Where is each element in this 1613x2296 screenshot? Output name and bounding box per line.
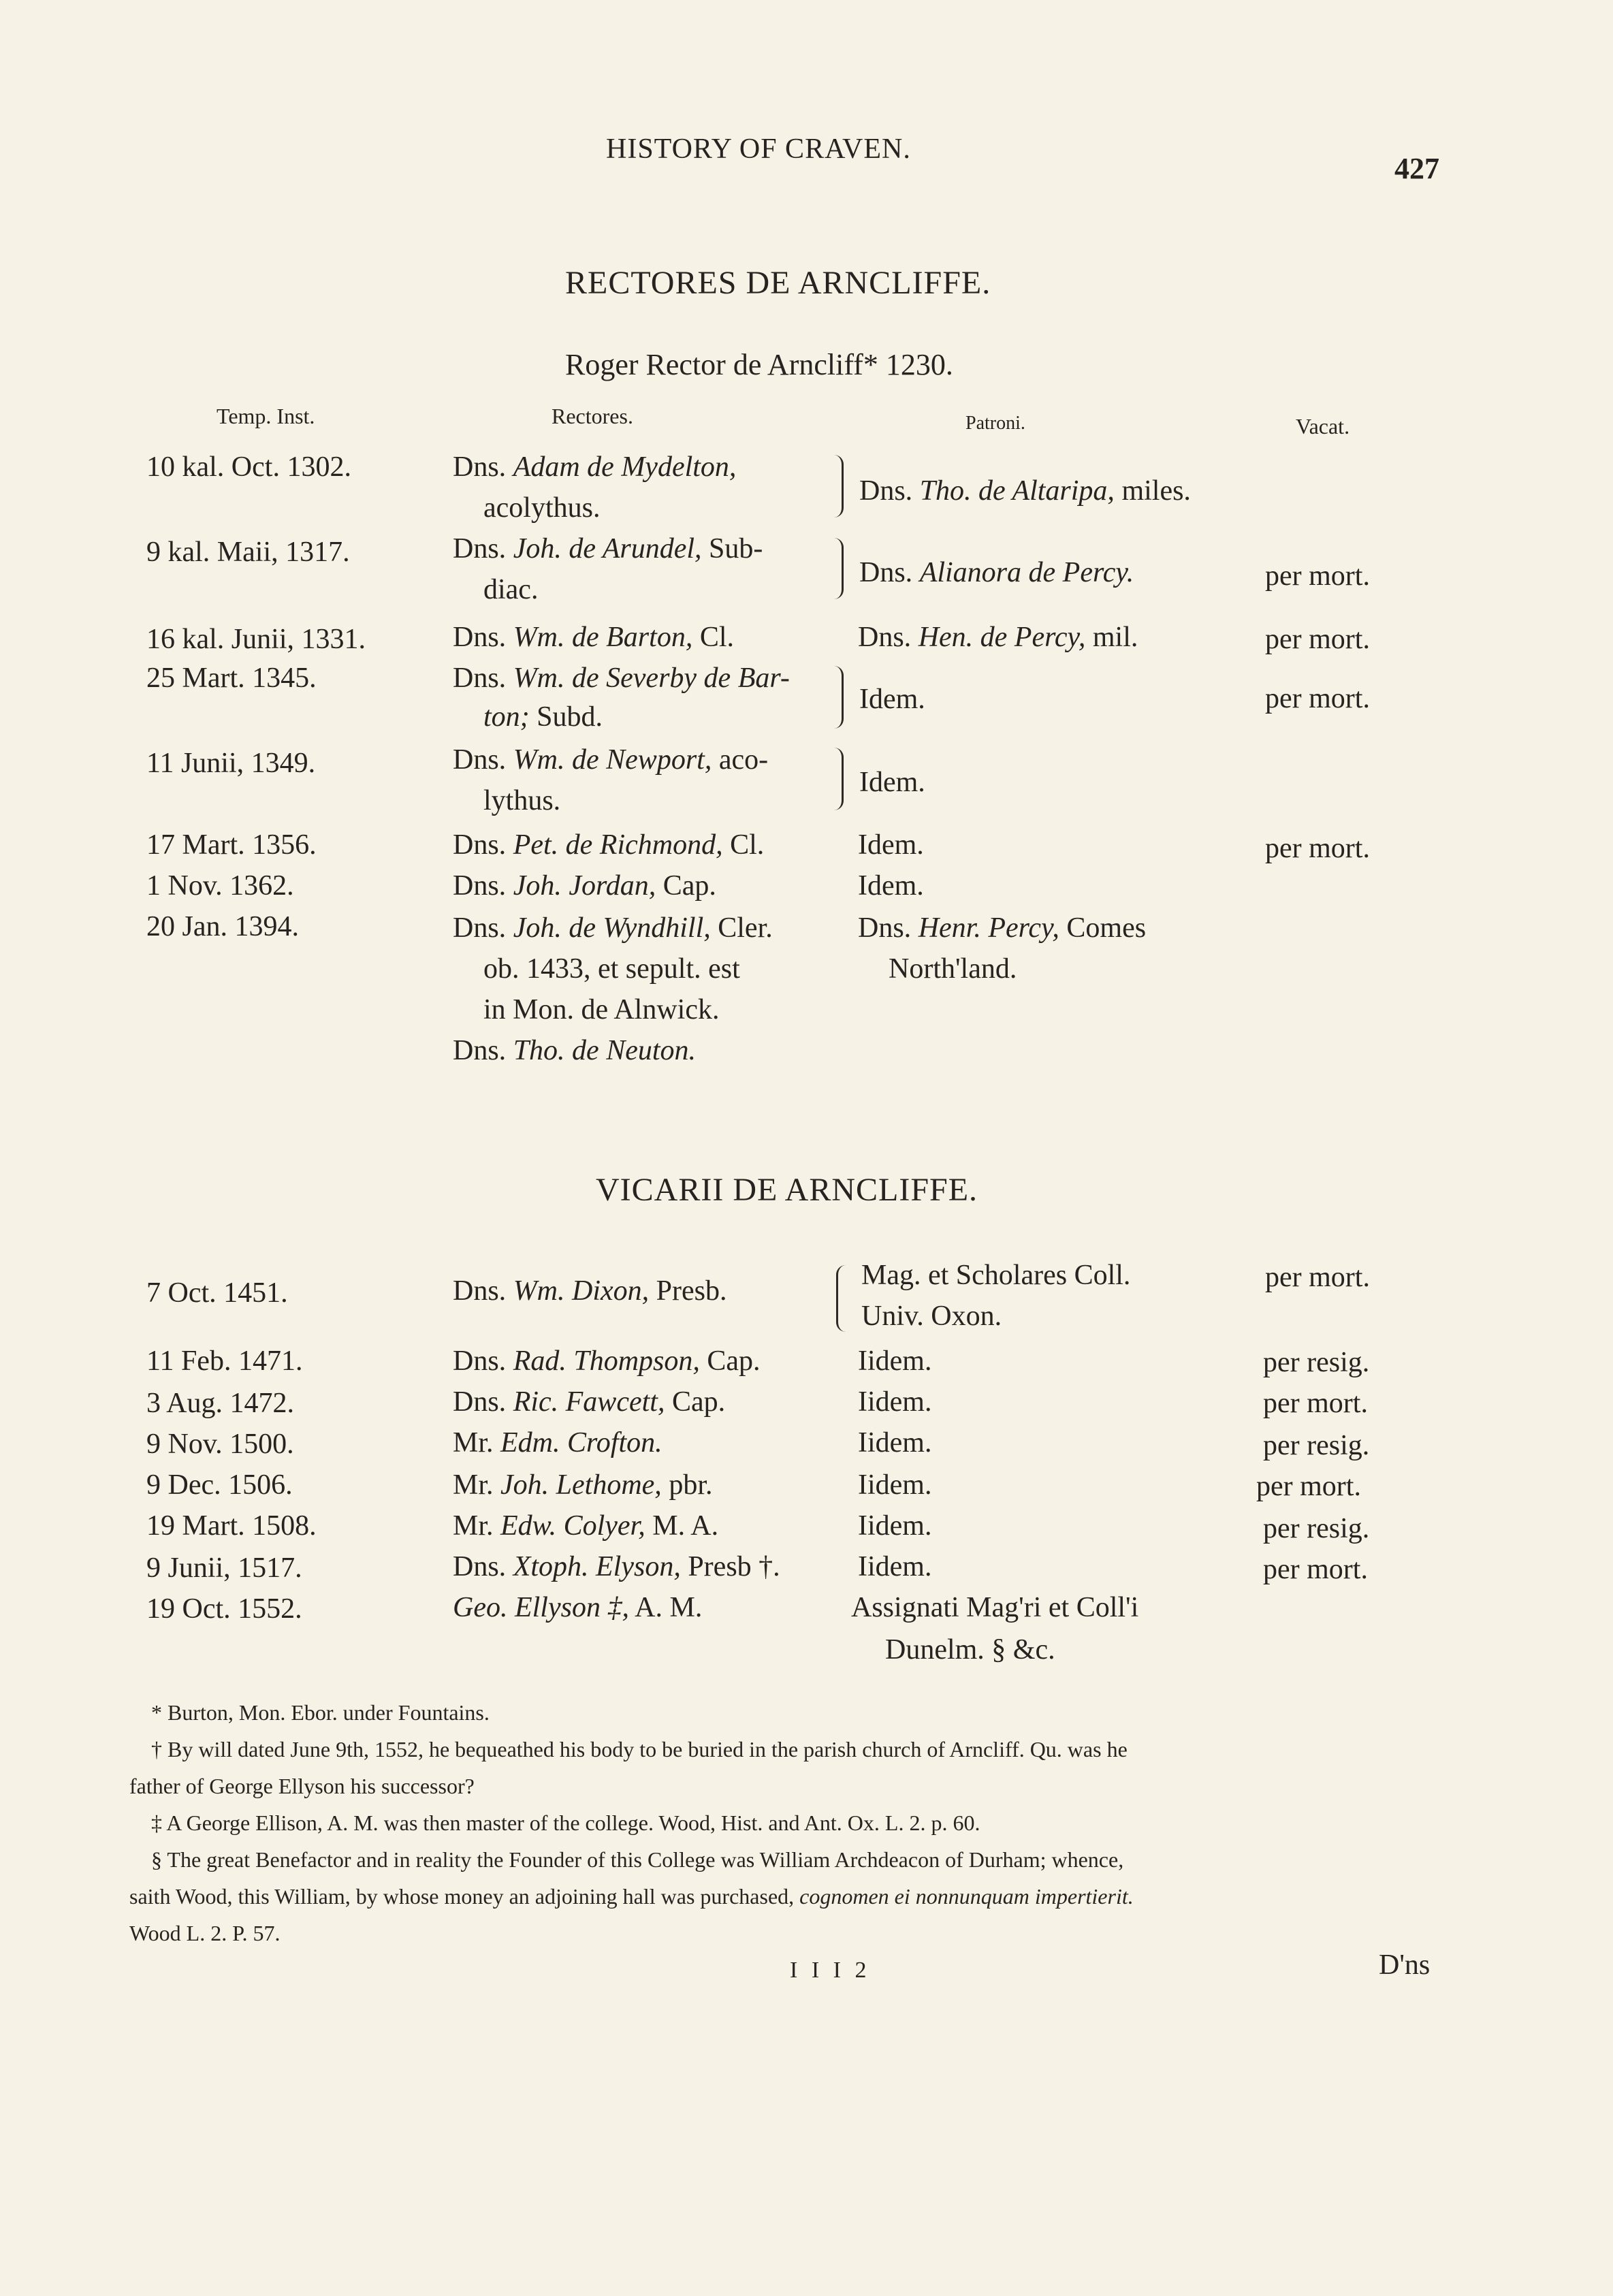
rector-row-9-rector: Dns. Tho. de Neuton.: [453, 1035, 697, 1066]
col-header-patron: Patroni.: [965, 413, 1025, 434]
vicar-row-6-vacat: per resig.: [1263, 1513, 1370, 1544]
rector-row-1-patron: Dns. Tho. de Altaripa, miles.: [859, 475, 1191, 507]
rector-row-2-patron: Dns. Alianora de Percy.: [859, 557, 1134, 588]
rector-row-5-rector-line2: lythus.: [483, 785, 561, 816]
vicar-row-2-date: 11 Feb. 1471.: [146, 1345, 303, 1377]
vicar-row-2-vicar: Dns. Rad. Thompson, Cap.: [453, 1345, 761, 1377]
vicar-row-1-date: 7 Oct. 1451.: [146, 1277, 288, 1309]
footnote-2: † By will dated June 9th, 1552, he bequeathed his body to be buried in the parish church of Arncliff. Qu. was he: [151, 1737, 1128, 1761]
vicar-row-8-vicar: Geo. Ellyson ‡, A. M.: [453, 1592, 703, 1623]
rector-row-4-rector: Dns. Wm. de Severby de Bar-: [453, 663, 790, 694]
rector-row-8-rector: Dns. Joh. de Wyndhill, Cler.: [453, 912, 773, 944]
page-number: 427: [1394, 152, 1439, 185]
footnote-2-cont: father of George Ellyson his successor?: [129, 1774, 475, 1798]
rector-row-2-date: 9 kal. Maii, 1317.: [146, 537, 350, 568]
col-header-date: Temp. Inst.: [217, 404, 315, 428]
vicar-row-5-date: 9 Dec. 1506.: [146, 1469, 293, 1501]
rector-row-5-patron: Idem.: [859, 767, 925, 798]
brace: [836, 1265, 856, 1332]
rector-row-6-vacat: per mort.: [1265, 833, 1370, 864]
vicar-row-6-date: 19 Mart. 1508.: [146, 1510, 317, 1542]
rector-row-4-rector-line2: ton; Subd.: [483, 701, 603, 733]
rector-row-6-patron: Idem.: [858, 829, 924, 861]
vicar-row-2-patron: Iidem.: [858, 1345, 932, 1377]
col-header-rector: Rectores.: [552, 404, 633, 428]
vicar-row-1-patron-line2: Univ. Oxon.: [861, 1301, 1002, 1332]
footnote-1: * Burton, Mon. Ebor. under Fountains.: [151, 1700, 490, 1725]
rector-row-8-rector-line3: in Mon. de Alnwick.: [483, 994, 720, 1025]
vicar-row-2-vacat: per resig.: [1263, 1347, 1370, 1378]
vicar-row-5-vacat: per mort.: [1256, 1471, 1361, 1502]
footnote-3: ‡ A George Ellison, A. M. was then master of the college. Wood, Hist. and Ant. Ox. L. 2. p. 60.: [151, 1811, 980, 1835]
vicar-row-7-vicar: Dns. Xtoph. Elyson, Presb †.: [453, 1551, 780, 1582]
vicar-row-6-vicar: Mr. Edw. Colyer, M. A.: [453, 1510, 719, 1542]
vicar-row-1-vacat: per mort.: [1265, 1262, 1370, 1293]
vicar-row-3-vacat: per mort.: [1263, 1388, 1368, 1419]
rector-row-7-patron: Idem.: [858, 870, 924, 902]
vicar-row-1-patron: Mag. et Scholares Coll.: [861, 1260, 1131, 1291]
rector-row-2-rector: Dns. Joh. de Arundel, Sub-: [453, 533, 763, 564]
rector-row-8-date: 20 Jan. 1394.: [146, 911, 299, 942]
brace: [824, 455, 844, 517]
rector-row-4-patron: Idem.: [859, 684, 925, 715]
vicar-row-8-date: 19 Oct. 1552.: [146, 1593, 302, 1625]
footnote-4: § The great Benefactor and in reality the Founder of this College was William Archdeacon of Durham; whence,: [151, 1847, 1124, 1872]
vicar-row-5-patron: Iidem.: [858, 1469, 932, 1501]
rector-row-1-rector-line2: acolythus.: [483, 492, 601, 524]
rector-row-6-date: 17 Mart. 1356.: [146, 829, 317, 861]
vicar-row-4-date: 9 Nov. 1500.: [146, 1429, 294, 1460]
rector-row-3-vacat: per mort.: [1265, 624, 1370, 655]
brace: [824, 666, 844, 729]
footnote-4-cont: saith Wood, this William, by whose money an adjoining hall was purchased, cognomen ei nonnunquam impertierit.: [129, 1884, 1134, 1909]
rector-row-5-date: 11 Junii, 1349.: [146, 748, 316, 779]
rectores-subtitle: Roger Rector de Arncliff* 1230.: [565, 348, 953, 381]
rector-row-4-date: 25 Mart. 1345.: [146, 663, 317, 694]
brace: [824, 748, 844, 810]
catchword: D'ns: [1379, 1949, 1431, 1981]
rector-row-1-date: 10 kal. Oct. 1302.: [146, 451, 351, 483]
rector-row-7-date: 1 Nov. 1362.: [146, 870, 294, 902]
footnote-4-cont2: Wood L. 2. P. 57.: [129, 1921, 281, 1945]
rector-row-4-vacat: per mort.: [1265, 683, 1370, 714]
vicar-row-8-patron-line2: Dunelm. § &c.: [885, 1634, 1055, 1665]
rector-row-2-vacat: per mort.: [1265, 560, 1370, 592]
section-title-vicarii: VICARII DE ARNCLIFFE.: [596, 1172, 978, 1208]
vicar-row-7-date: 9 Junii, 1517.: [146, 1552, 302, 1584]
vicar-row-3-patron: Iidem.: [858, 1386, 932, 1418]
rector-row-5-rector: Dns. Wm. de Newport, aco-: [453, 744, 769, 776]
vicar-row-3-date: 3 Aug. 1472.: [146, 1388, 295, 1419]
vicar-row-7-vacat: per mort.: [1263, 1554, 1368, 1585]
rector-row-3-date: 16 kal. Junii, 1331.: [146, 624, 366, 655]
signature-mark: I I I 2: [790, 1958, 871, 1983]
vicar-row-7-patron: Iidem.: [858, 1551, 932, 1582]
rector-row-3-patron: Dns. Hen. de Percy, mil.: [858, 622, 1138, 653]
running-head: HISTORY OF CRAVEN.: [606, 133, 911, 165]
rector-row-6-rector: Dns. Pet. de Richmond, Cl.: [453, 829, 765, 861]
rector-row-1-rector: Dns. Adam de Mydelton,: [453, 451, 737, 483]
brace: [824, 538, 844, 599]
col-header-vacat: Vacat.: [1296, 414, 1350, 439]
vicar-row-4-vicar: Mr. Edm. Crofton.: [453, 1427, 662, 1458]
vicar-row-4-vacat: per resig.: [1263, 1430, 1370, 1461]
vicar-row-5-vicar: Mr. Joh. Lethome, pbr.: [453, 1469, 713, 1501]
rector-row-3-rector: Dns. Wm. de Barton, Cl.: [453, 622, 735, 653]
rector-row-8-patron-line2: North'land.: [889, 953, 1017, 985]
rector-row-8-rector-line2: ob. 1433, et sepult. est: [483, 953, 740, 985]
rector-row-8-patron: Dns. Henr. Percy, Comes: [858, 912, 1147, 944]
rector-row-2-rector-line2: diac.: [483, 574, 539, 605]
rector-row-7-rector: Dns. Joh. Jordan, Cap.: [453, 870, 716, 902]
vicar-row-6-patron: Iidem.: [858, 1510, 932, 1542]
section-title-rectores: RECTORES DE ARNCLIFFE.: [565, 265, 991, 301]
vicar-row-3-vicar: Dns. Ric. Fawcett, Cap.: [453, 1386, 726, 1418]
vicar-row-4-patron: Iidem.: [858, 1427, 932, 1458]
vicar-row-8-patron: Assignati Mag'ri et Coll'i: [851, 1592, 1139, 1623]
vicar-row-1-vicar: Dns. Wm. Dixon, Presb.: [453, 1275, 727, 1307]
